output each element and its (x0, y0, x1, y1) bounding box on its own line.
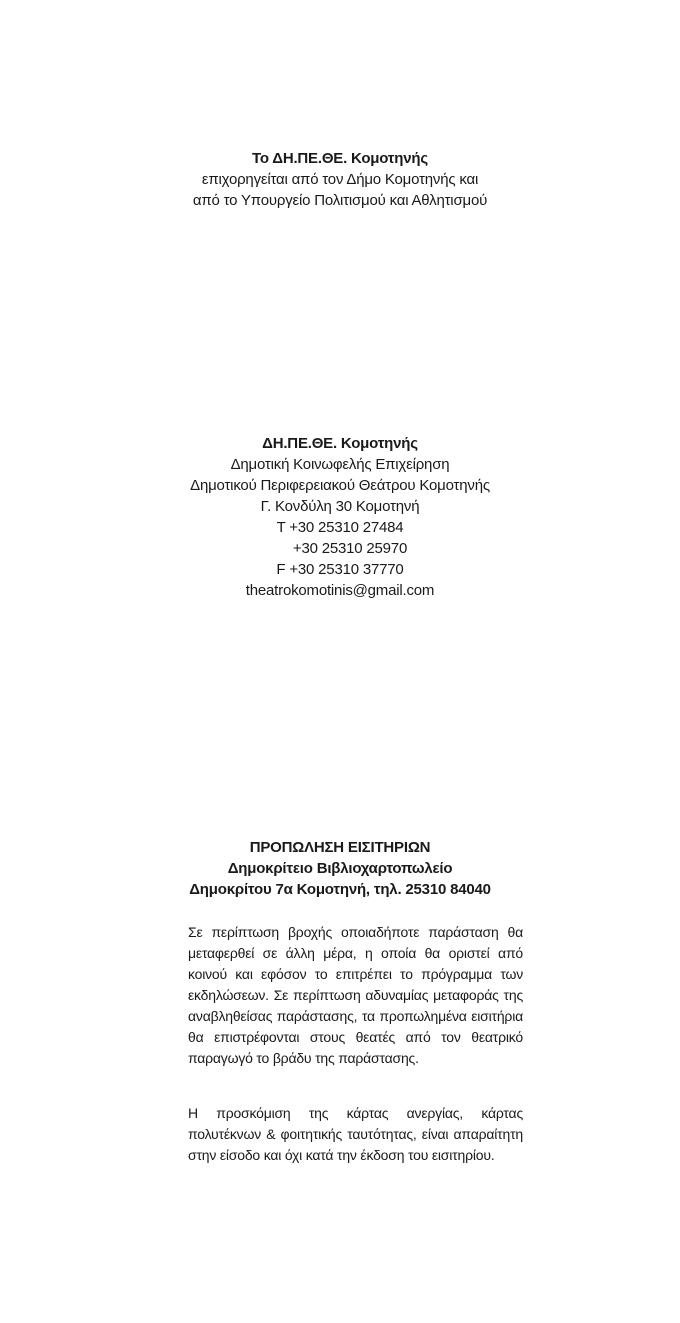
presale-title: ΠΡΟΠΩΛΗΣΗ ΕΙΣΙΤΗΡΙΩΝ (249, 839, 431, 856)
contact-email[interactable]: theatrokomotinis@gmail.com (245, 582, 435, 599)
contact-section (0, 433, 680, 601)
contact-phone-1: T +30 25310 27484 (276, 519, 404, 536)
contact-address: Γ. Κονδύλη 30 Κομοτηνή (260, 498, 420, 515)
contact-phone-2: +30 25310 25970 (292, 540, 408, 557)
contact-org-line-1: Δημοτική Κοινωφελής Επιχείρηση (230, 456, 450, 473)
rain-notice-paragraph: Σε περίπτωση βροχής οποιαδήποτε παράσταση θα μεταφερθεί σε άλλη μέρα, η οποία θα οριστεί από κοινού και εφόσον το επιτρέπει το πρόγραμμα των εκδηλώσεων. Σε περίπτωση αδυναμίας μεταφοράς της αναβληθείσας παράστασης, τα προπωλημένα εισιτήρια θα επιστρέφονται στους θεατές από τον θεατρικό παραγωγό το βράδυ της παράστασης. (188, 924, 523, 1066)
funding-section (0, 148, 680, 211)
contact-name: ΔΗ.ΠΕ.ΘΕ. Κομοτηνής (262, 435, 418, 452)
presale-section (0, 837, 680, 900)
presale-address: Δημοκρίτου 7α Κομοτηνή, τηλ. 25310 84040 (189, 881, 491, 898)
funding-title: Το ΔΗ.ΠΕ.ΘΕ. Κομοτηνής (252, 150, 428, 167)
funding-line-1: επιχορηγείται από τον Δήμο Κομοτηνής και (201, 171, 479, 188)
contact-org-line-2: Δημοτικού Περιφερειακού Θεάτρου Κομοτηνής (190, 477, 490, 494)
contact-phone-2-row (0, 538, 680, 559)
card-notice-paragraph: Η προσκόμιση της κάρτας ανεργίας, κάρτας πολυτέκνων & φοιτητικής ταυτότητας, είναι απαραίτητη στην είσοδο και όχι κατά την έκδοση του εισιτηρίου. (188, 1105, 523, 1163)
funding-line-2: από το Υπουργείο Πολιτισμού και Αθλητισμού (192, 192, 488, 209)
contact-fax: F +30 25310 37770 (276, 561, 404, 578)
presale-store: Δημοκρίτειο Βιβλιοχαρτοπωλείο (227, 860, 453, 877)
